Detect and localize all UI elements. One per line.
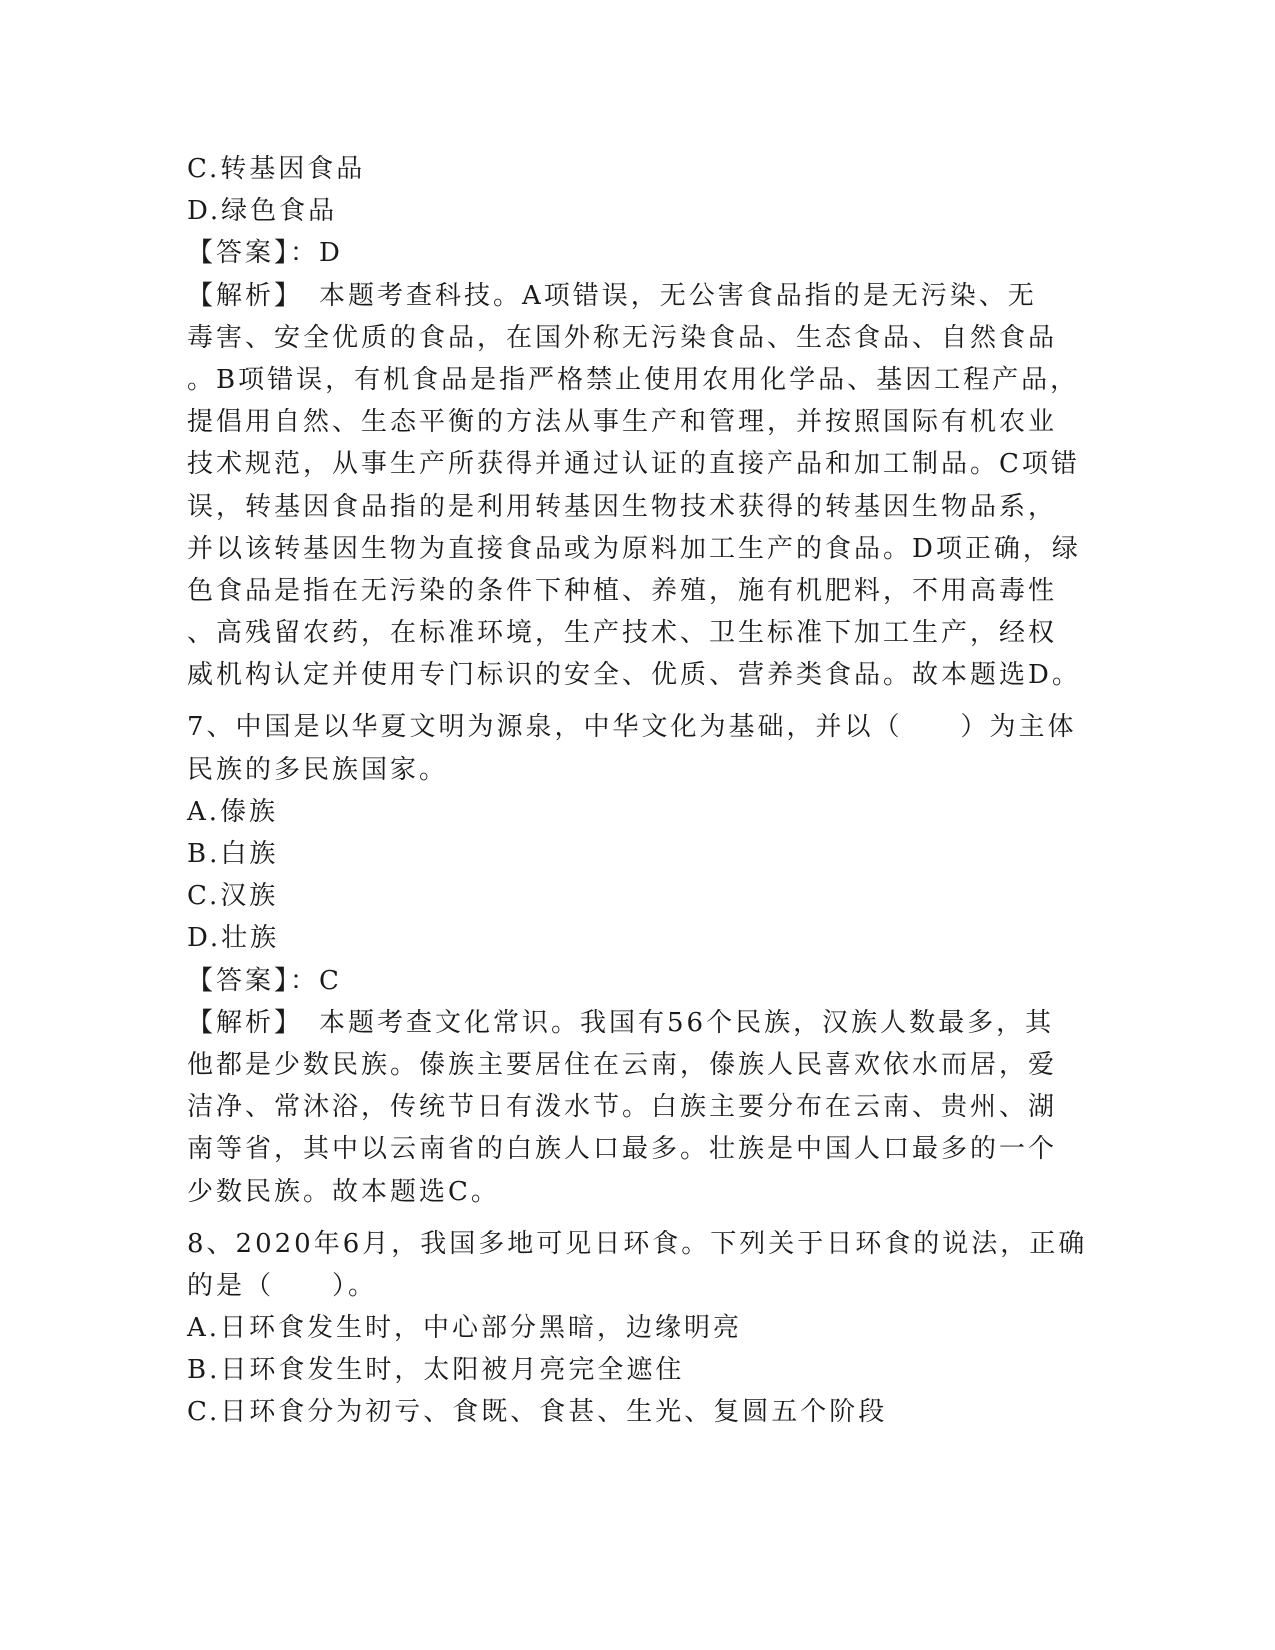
question-stem: 民族的多民族国家。	[187, 754, 449, 785]
option-b: B.白族	[187, 839, 279, 869]
analysis-line: 毒害、安全优质的食品，在国外称无污染食品、生态食品、自然食品	[187, 322, 1058, 353]
option-a: A.日环食发生时，中心部分黑暗，边缘明亮	[187, 1313, 743, 1344]
analysis-line: 色食品是指在无污染的条件下种植、养殖，施有机肥料，不用高毒性	[187, 575, 1058, 606]
answer-line: 【答案】：C	[187, 965, 342, 996]
analysis-line: 并以该转基因生物为直接食品或为原料加工生产的食品。D项正确，绿	[187, 533, 1081, 564]
option-c: C.汉族	[187, 881, 279, 912]
analysis-line: 南等省，其中以云南省的白族人口最多。壮族是中国人口最多的一个	[187, 1134, 1058, 1165]
analysis-line: 少数民族。故本题选C。	[187, 1176, 500, 1207]
option-c: C.日环食分为初亏、食既、食甚、生光、复圆五个阶段	[187, 1397, 888, 1428]
option-b: B.日环食发生时，太阳被月亮完全遮住	[187, 1355, 685, 1386]
question-7-block	[187, 706, 1087, 1212]
question-stem: 的是（ ）。	[187, 1270, 378, 1301]
question-stem: 8、2020年6月，我国多地可见日环食。下列关于日环食的说法，正确	[187, 1228, 1088, 1259]
answer-line: 【答案】：D	[187, 238, 343, 269]
document-page	[187, 148, 1087, 1434]
option-c: C.转基因食品	[187, 154, 366, 184]
analysis-line: 误，转基因食品指的是利用转基因生物技术获得的转基因生物品系，	[187, 491, 1058, 522]
question-8-block	[187, 1223, 1087, 1434]
option-d: D.壮族	[187, 923, 280, 954]
analysis-line: 、高残留农药，在标准环境，生产技术、卫生标准下加工生产，经权	[187, 618, 1058, 649]
option-a: A.傣族	[187, 796, 279, 827]
analysis-line: 【解析】 本题考查科技。A项错误，无公害食品指的是无污染、无	[187, 280, 1037, 311]
question-6-block	[187, 148, 1087, 696]
analysis-line: 提倡用自然、生态平衡的方法从事生产和管理，并按照国际有机农业	[187, 407, 1058, 438]
option-d: D.绿色食品	[187, 196, 338, 227]
analysis-line: 。B项错误，有机食品是指严格禁止使用农用化学品、基因工程产品，	[187, 364, 1080, 395]
analysis-line: 技术规范，从事生产所获得并通过认证的直接产品和加工制品。C项错	[187, 449, 1080, 480]
analysis-line: 威机构认定并使用专门标识的安全、优质、营养类食品。故本题选D。	[187, 660, 1081, 691]
analysis-line: 他都是少数民族。傣族主要居住在云南，傣族人民喜欢依水而居，爱	[187, 1049, 1058, 1080]
question-stem: 7、中国是以华夏文明为源泉，中华文化为基础，并以（ ）为主体	[187, 712, 1077, 743]
analysis-line: 【解析】 本题考查文化常识。我国有56个民族，汉族人数最多，其	[187, 1007, 1055, 1038]
analysis-line: 洁净、常沐浴，传统节日有泼水节。白族主要分布在云南、贵州、湖	[187, 1092, 1058, 1123]
